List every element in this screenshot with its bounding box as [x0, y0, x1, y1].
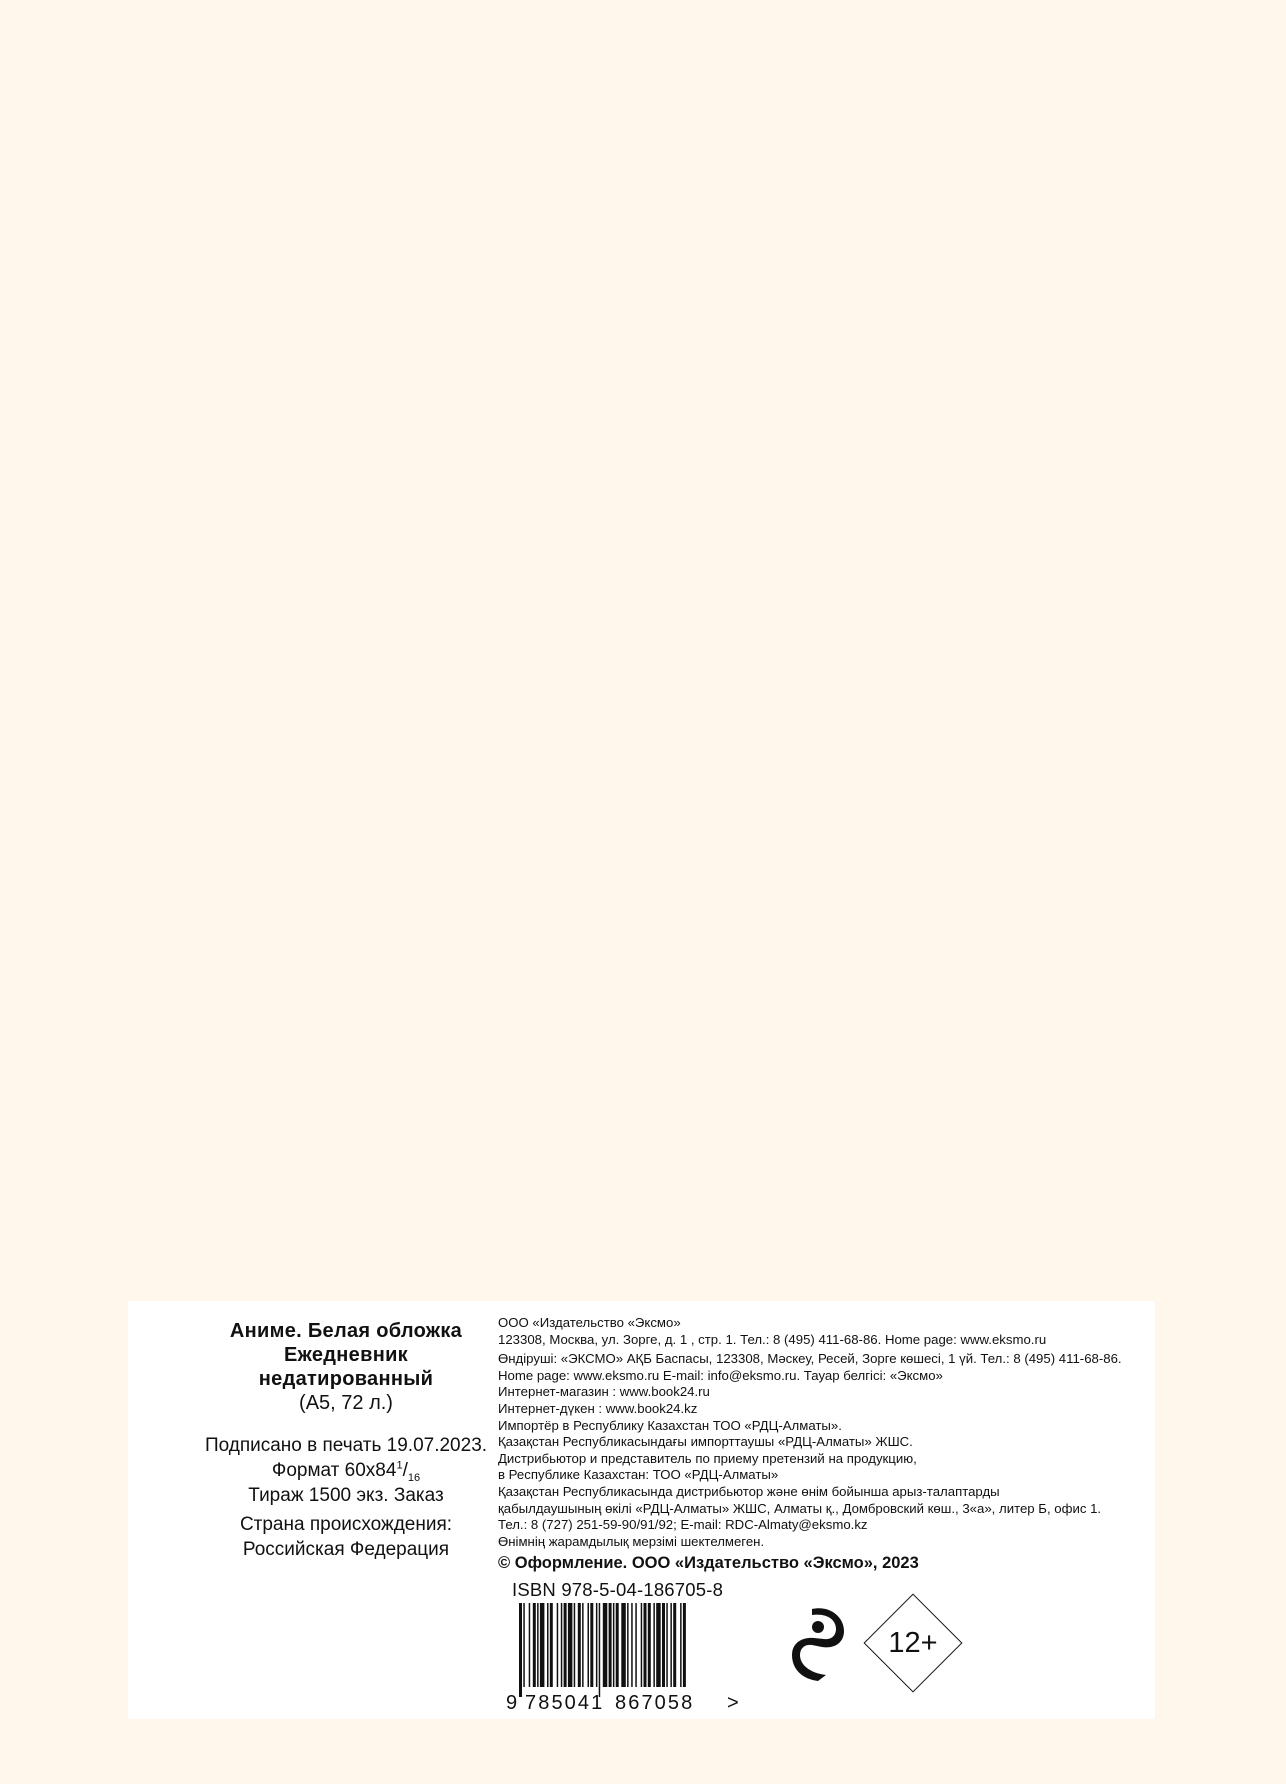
- format-note: (А5, 72 л.): [299, 1392, 393, 1414]
- publisher-line: 123308, Москва, ул. Зорге, д. 1 , стр. 1. Тел.: 8 (495) 411-68-86. Home page: www.eksmo.ru: [498, 1331, 1047, 1347]
- book-subtitle-2: недатированный: [258, 1368, 434, 1390]
- publisher-line: Импортёр в Республику Казахстан ТОО «РДЦ-Алматы».: [498, 1417, 842, 1433]
- title-block: [146, 1319, 546, 1415]
- origin-label: Страна происхождения:: [239, 1514, 453, 1535]
- paper-format-slash: /: [402, 1460, 408, 1481]
- eksmo-logo-icon: [790, 1601, 850, 1683]
- publisher-line: Дистрибьютор и представитель по приему претензий на продукцию,: [498, 1450, 917, 1466]
- print-info: [146, 1433, 546, 1562]
- book-title: Аниме. Белая обложка: [229, 1320, 463, 1342]
- publisher-line: ООО «Издательство «Эксмо»: [498, 1315, 681, 1330]
- age-rating-badge: [861, 1591, 965, 1695]
- publisher-line: қабылдаушының өкілі «РДЦ-Алматы» ЖШС, Алматы қ., Домбровский көш., 3«а», литер Б, офис 1.: [498, 1500, 1102, 1516]
- barcode-group-2: 867058: [615, 1692, 695, 1713]
- paper-format-sub: 16: [407, 1471, 421, 1484]
- print-run: Тираж 1500 экз. Заказ: [248, 1485, 444, 1506]
- publisher-line: Қазақстан Республикасында дистрибьютор және өнім бойынша арыз-талаптарды: [498, 1483, 1000, 1499]
- barcode-group-1: 785041: [525, 1692, 605, 1713]
- signed-date: Подписано в печать 19.07.2023.: [204, 1435, 488, 1456]
- publisher-line: Қазақстан Республикасындағы импорттаушы «РДЦ-Алматы» ЖШС.: [498, 1434, 913, 1450]
- book-info: [146, 1319, 546, 1562]
- copyright-line: © Оформление. ООО «Издательство «Эксмо», 2023: [498, 1554, 919, 1573]
- publisher-info: [498, 1315, 1148, 1573]
- barcode-first-digit: 9: [506, 1692, 518, 1713]
- paper-format-sup: 1: [396, 1459, 403, 1472]
- barcode-icon: [505, 1603, 745, 1713]
- publisher-line: Өнімнің жарамдылық мерзімі шектелмеген.: [498, 1533, 765, 1549]
- book-subtitle-1: Ежедневник: [284, 1344, 408, 1366]
- age-rating-text: 12+: [888, 1627, 938, 1659]
- barcode-end-mark: >: [727, 1692, 739, 1713]
- paper-format-text: Формат 60х84: [271, 1460, 397, 1481]
- origin-value: Российская Федерация: [242, 1539, 450, 1560]
- publisher-line: Өндіруші: «ЭКСМО» АҚБ Баспасы, 123308, Мәскеу, Ресей, Зорге көшесі, 1 үй. Тел.: 8 (495) 411-68-86.: [498, 1351, 1122, 1367]
- imprint-panel: [128, 1301, 1155, 1719]
- publisher-line: Home page: www.eksmo.ru E-mail: info@eksmo.ru. Тауар белгісі: «Эксмо»: [498, 1367, 943, 1383]
- publisher-line: Тел.: 8 (727) 251-59-90/91/92; E-mail: RDC-Almaty@eksmo.kz: [498, 1517, 868, 1533]
- paper-format: [146, 1458, 546, 1483]
- publisher-line: Интернет-магазин : www.book24.ru: [498, 1384, 710, 1400]
- isbn-number: ISBN 978-5-04-186705-8: [512, 1579, 724, 1600]
- publisher-line: в Республике Казахстан: ТОО «РДЦ-Алматы»: [498, 1467, 779, 1483]
- publisher-line: Интернет-дүкен : www.book24.kz: [498, 1400, 698, 1416]
